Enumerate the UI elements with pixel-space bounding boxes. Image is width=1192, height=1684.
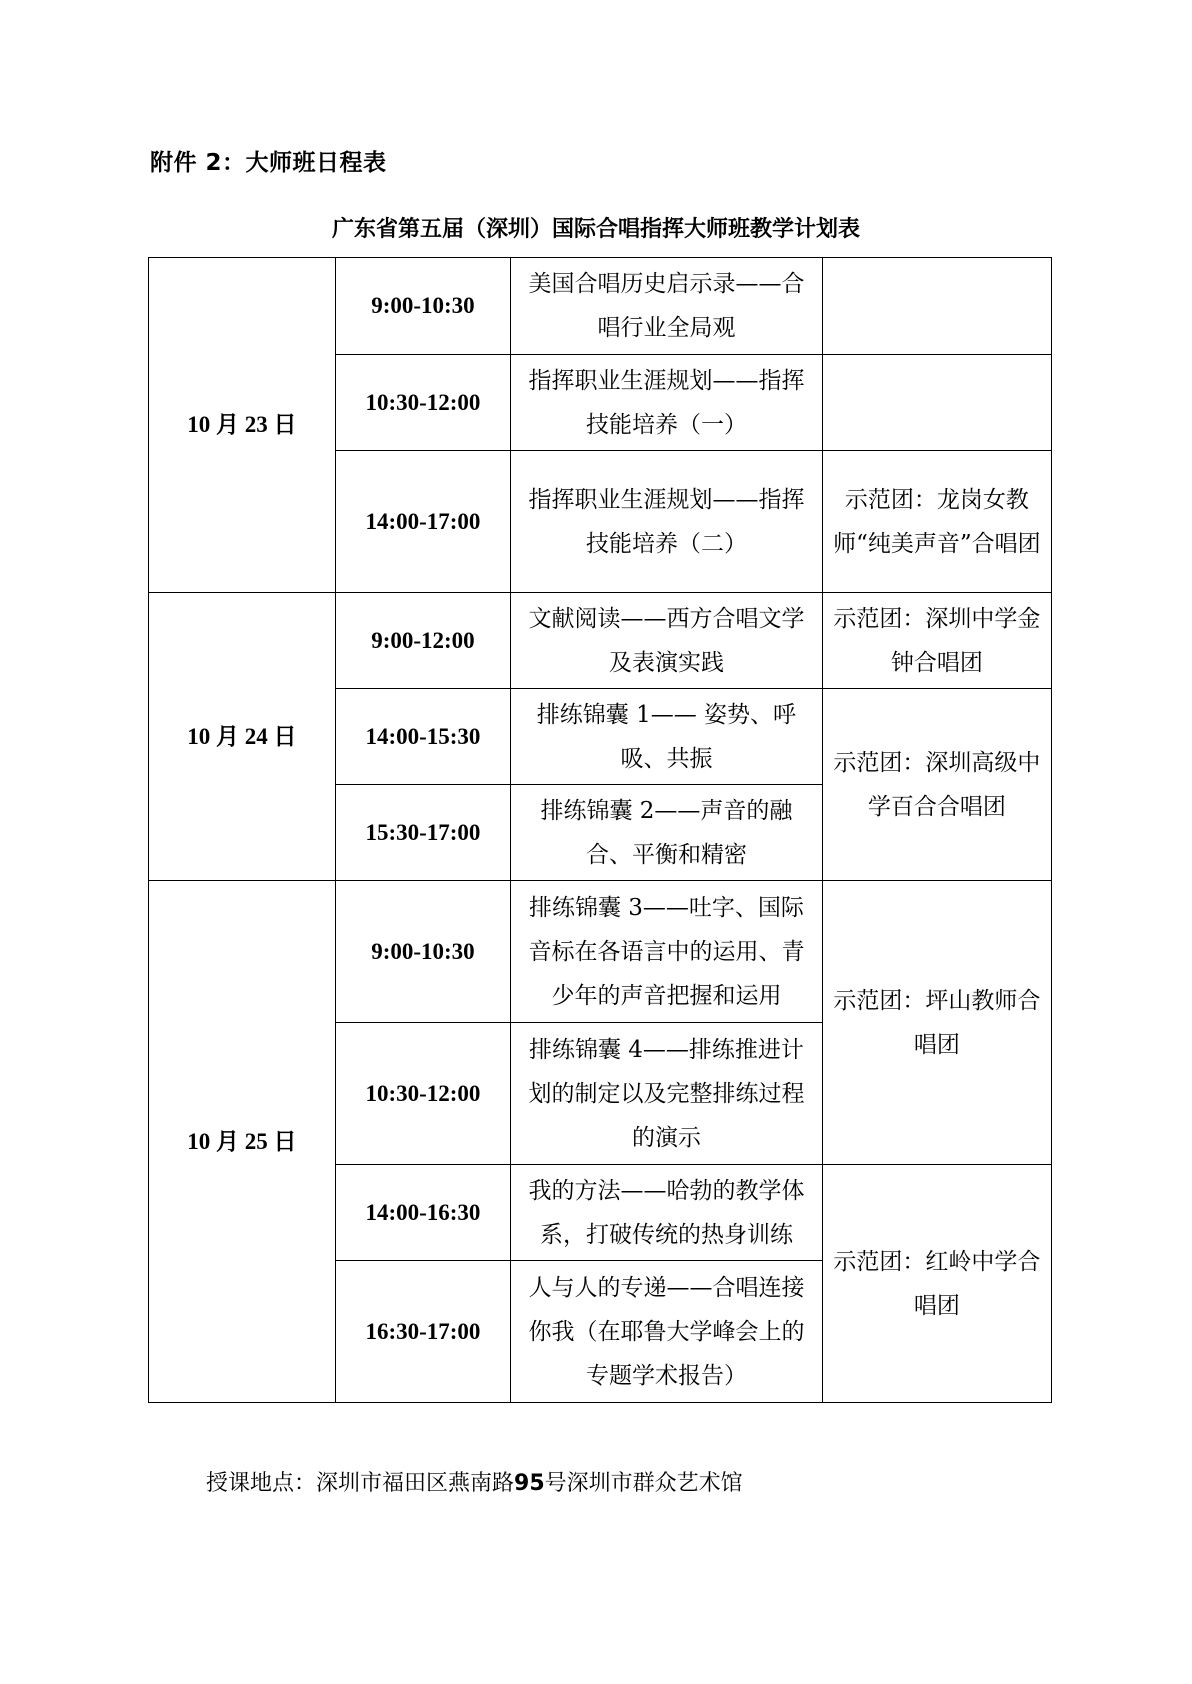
time-cell: 9:00-10:30 bbox=[335, 881, 511, 1023]
date-cell: 10 月 23 日 bbox=[149, 258, 336, 593]
demo-cell: 示范团：深圳高级中学百合合唱团 bbox=[822, 689, 1051, 881]
time-cell: 14:00-15:30 bbox=[335, 689, 511, 785]
time-cell: 9:00-10:30 bbox=[335, 258, 511, 355]
topic-cell: 美国合唱历史启示录——合唱行业全局观 bbox=[511, 258, 822, 355]
time-cell: 10:30-12:00 bbox=[335, 1023, 511, 1165]
demo-cell: 示范团：深圳中学金钟合唱团 bbox=[822, 593, 1051, 689]
demo-cell bbox=[822, 258, 1051, 355]
topic-cell: 排练锦囊 1—— 姿势、呼吸、共振 bbox=[511, 689, 822, 785]
topic-cell: 人与人的专递——合唱连接你我（在耶鲁大学峰会上的专题学术报告） bbox=[511, 1261, 822, 1403]
venue-street-number: 95 bbox=[514, 1471, 545, 1496]
time-cell: 14:00-16:30 bbox=[335, 1165, 511, 1261]
demo-cell: 示范团：龙岗女教师“纯美声音”合唱团 bbox=[822, 451, 1051, 593]
topic-cell: 排练锦囊 2——声音的融合、平衡和精密 bbox=[511, 785, 822, 881]
table-title: 广东省第五届（深圳）国际合唱指挥大师班教学计划表 bbox=[331, 217, 860, 242]
table-row bbox=[149, 881, 1052, 1023]
table-row bbox=[149, 593, 1052, 689]
attachment-title: 附件 2：大师班日程表 bbox=[150, 150, 387, 176]
date-cell: 10 月 24 日 bbox=[149, 593, 336, 881]
time-cell: 14:00-17:00 bbox=[335, 451, 511, 593]
table-row bbox=[149, 258, 1052, 355]
topic-cell: 排练锦囊 4——排练推进计划的制定以及完整排练过程的演示 bbox=[511, 1023, 822, 1165]
venue-line bbox=[206, 1466, 743, 1497]
date-cell: 10 月 25 日 bbox=[149, 881, 336, 1403]
topic-cell: 文献阅读——西方合唱文学及表演实践 bbox=[511, 593, 822, 689]
venue-prefix: 授课地点：深圳市福田区燕南路 bbox=[206, 1471, 515, 1496]
demo-cell: 示范团：红岭中学合唱团 bbox=[822, 1165, 1051, 1403]
topic-cell: 我的方法——哈勃的教学体系，打破传统的热身训练 bbox=[511, 1165, 822, 1261]
time-cell: 10:30-12:00 bbox=[335, 355, 511, 451]
topic-cell: 指挥职业生涯规划——指挥技能培养（二） bbox=[511, 451, 822, 593]
time-cell: 9:00-12:00 bbox=[335, 593, 511, 689]
venue-suffix: 号深圳市群众艺术馆 bbox=[544, 1471, 743, 1496]
topic-cell: 排练锦囊 3——吐字、国际音标在各语言中的运用、青少年的声音把握和运用 bbox=[511, 881, 822, 1023]
demo-cell bbox=[822, 355, 1051, 451]
schedule-table bbox=[148, 257, 1052, 1403]
demo-cell: 示范团：坪山教师合唱团 bbox=[822, 881, 1051, 1165]
time-cell: 16:30-17:00 bbox=[335, 1261, 511, 1403]
time-cell: 15:30-17:00 bbox=[335, 785, 511, 881]
topic-cell: 指挥职业生涯规划——指挥技能培养（一） bbox=[511, 355, 822, 451]
